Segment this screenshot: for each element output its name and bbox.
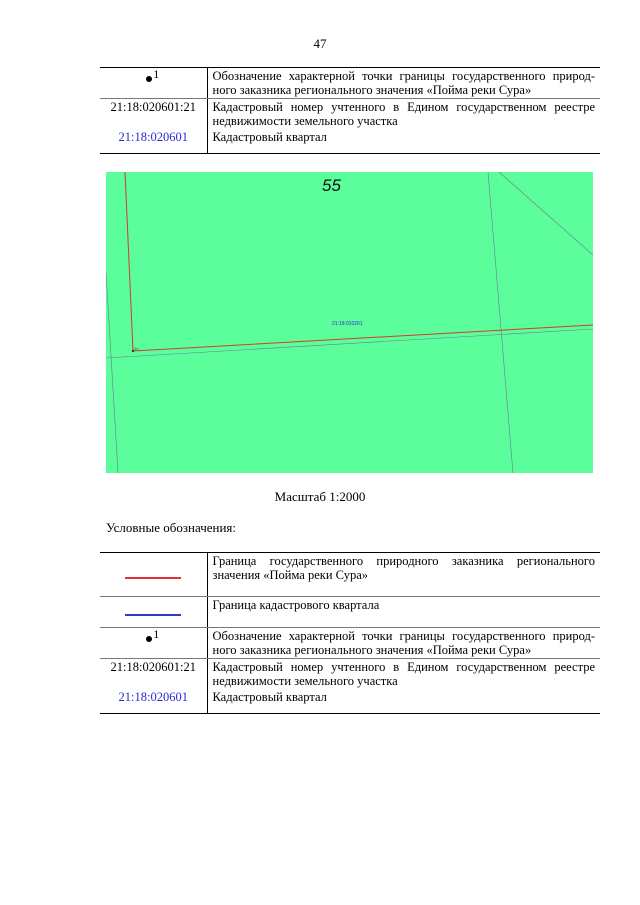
boundary-point-icon bbox=[146, 629, 160, 643]
legend-row-point bbox=[100, 628, 600, 659]
cadastral-quarter-sample: 21:18:020601 bbox=[100, 129, 207, 153]
blue-line-icon bbox=[125, 614, 181, 616]
legend-symbol-cell bbox=[100, 68, 207, 99]
point-symbol-number: 1 bbox=[153, 627, 160, 641]
red-line-icon bbox=[125, 577, 181, 579]
legend-description: Обозначение характерной точки границы государственного природ-ного заказника регионального значения «Пойма реки Сура» bbox=[207, 628, 600, 659]
legend-table-bottom bbox=[100, 552, 600, 714]
legend-symbol-cell bbox=[100, 628, 207, 659]
legend-symbol-cell bbox=[100, 553, 207, 597]
page-number: 47 bbox=[313, 36, 327, 51]
legend-row-cadastral-number bbox=[100, 99, 600, 130]
map-point-label: 1л bbox=[134, 346, 139, 351]
point-symbol-number: 1 bbox=[153, 67, 160, 81]
legend-description: Кадастровый квартал bbox=[207, 129, 600, 153]
quarter-boundary-line bbox=[488, 172, 513, 473]
legend-symbol-cell bbox=[100, 597, 207, 628]
legend-heading: Условные обозначения: bbox=[106, 520, 237, 535]
legend-description: Граница государственного природного заказника регионального значения «Пойма реки Сура» bbox=[207, 553, 600, 597]
quarter-boundary-line bbox=[106, 272, 118, 473]
legend-description: Кадастровый квартал bbox=[207, 689, 600, 713]
legend-row-cadastral-quarter bbox=[100, 689, 600, 713]
cadastral-number-sample: 21:18:020601:21 bbox=[100, 99, 207, 130]
legend-row-point bbox=[100, 68, 600, 99]
legend-row-cadastral-number bbox=[100, 659, 600, 690]
legend-description: Обозначение характерной точки границы государственного природ-ного заказника регионального значения «Пойма реки Сура» bbox=[207, 68, 600, 99]
quarter-boundary-line bbox=[499, 172, 593, 255]
legend-table-top bbox=[100, 67, 600, 154]
cadastral-quarter-sample: 21:18:020601 bbox=[100, 689, 207, 713]
legend-row-cadastral-quarter bbox=[100, 129, 600, 153]
legend-description: Граница кадастрового квартала bbox=[207, 597, 600, 628]
legend-row-reserve-boundary bbox=[100, 553, 600, 597]
legend-description: Кадастровый номер учтенного в Едином государственном реестре недвижимости земельного участка bbox=[212, 660, 595, 688]
boundary-point-icon bbox=[146, 69, 160, 83]
map-sheet-label: 55 bbox=[322, 176, 341, 195]
quarter-boundary-line bbox=[106, 329, 593, 358]
legend-description: Кадастровый номер учтенного в Едином государственном реестре недвижимости земельного участка bbox=[212, 100, 595, 128]
legend-row-quarter-boundary bbox=[100, 597, 600, 628]
cadastral-map bbox=[106, 172, 593, 473]
map-scale: Масштаб 1:2000 bbox=[274, 489, 366, 504]
cadastral-number-sample: 21:18:020601:21 bbox=[100, 659, 207, 690]
map-quarter-label: 21:18:010201 bbox=[332, 321, 363, 327]
